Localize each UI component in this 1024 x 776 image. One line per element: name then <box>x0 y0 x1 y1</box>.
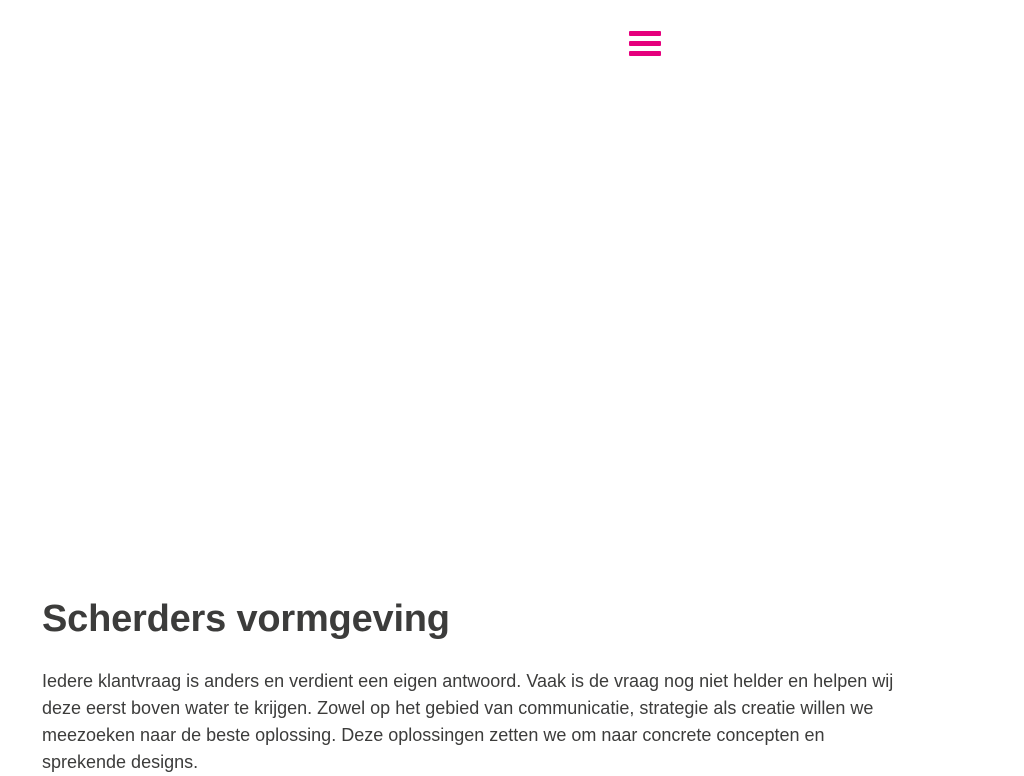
site-header <box>0 0 1024 86</box>
main-content <box>0 596 1024 776</box>
hamburger-menu-icon[interactable] <box>629 28 661 58</box>
hamburger-bar-bottom <box>629 51 661 56</box>
intro-paragraph: Iedere klantvraag is anders en verdient een eigen antwoord. Vaak is de vraag nog niet helder en helpen wij deze eerst boven water te krijgen. Zowel op het gebied van communicatie, strategie als creatie willen we meezoeken naar de beste oplossing. Deze oplossingen zetten we om naar concrete concepten en sprekende designs. <box>42 671 894 772</box>
hamburger-bar-middle <box>629 41 661 46</box>
hamburger-bar-top <box>629 31 661 36</box>
hero-banner <box>0 86 1024 596</box>
page-title: Scherders vormgeving <box>42 598 450 640</box>
